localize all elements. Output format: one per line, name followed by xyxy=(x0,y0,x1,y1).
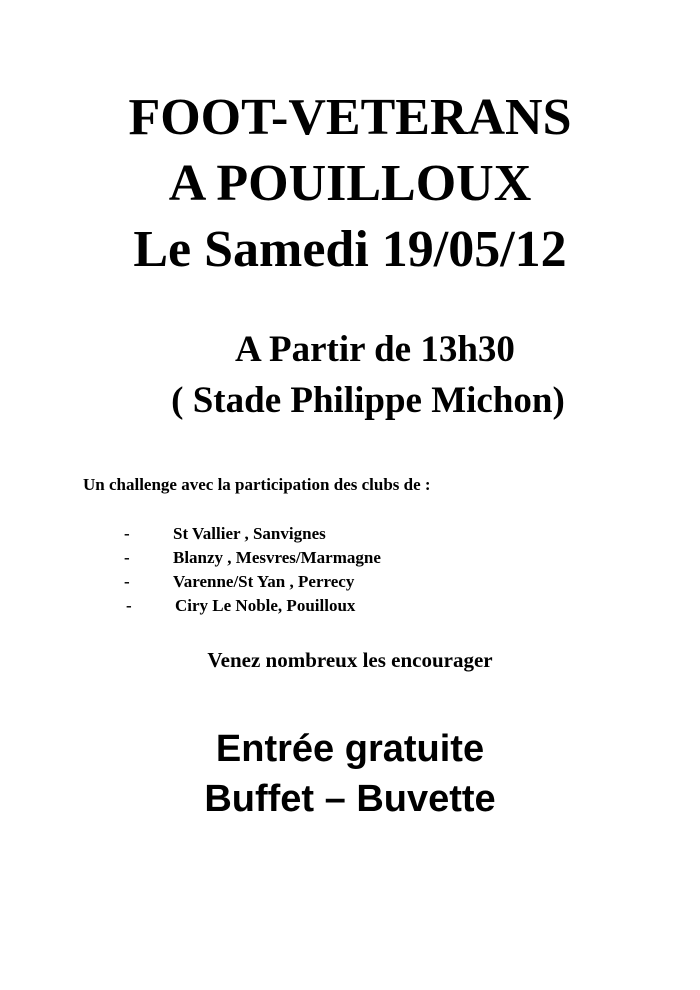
start-time: A Partir de 13h30 xyxy=(235,329,515,370)
club-names: St Vallier , Sanvignes xyxy=(173,524,326,543)
event-title-line-1: FOOT-VETERANS xyxy=(128,89,572,146)
event-title-line-2: A POUILLOUX xyxy=(168,155,532,212)
buffet-bar: Buffet – Buvette xyxy=(204,778,496,820)
challenge-intro: Un challenge avec la participation des clubs de : xyxy=(83,475,431,494)
club-names: Blanzy , Mesvres/Marmagne xyxy=(173,548,381,567)
venue: ( Stade Philippe Michon) xyxy=(171,380,565,421)
list-dash: - xyxy=(124,572,130,591)
list-item xyxy=(0,546,700,570)
cheer-text: Venez nombreux les encourager xyxy=(207,648,493,672)
list-item xyxy=(0,594,700,618)
list-dash: - xyxy=(124,548,130,567)
event-date: Le Samedi 19/05/12 xyxy=(133,221,567,278)
list-dash: - xyxy=(126,596,132,615)
club-names: Ciry Le Noble, Pouilloux xyxy=(175,596,356,615)
list-item xyxy=(0,570,700,594)
list-dash: - xyxy=(124,524,130,543)
club-list xyxy=(0,522,700,618)
club-names: Varenne/St Yan , Perrecy xyxy=(173,572,355,591)
list-item xyxy=(0,522,700,546)
free-entry: Entrée gratuite xyxy=(215,728,485,770)
